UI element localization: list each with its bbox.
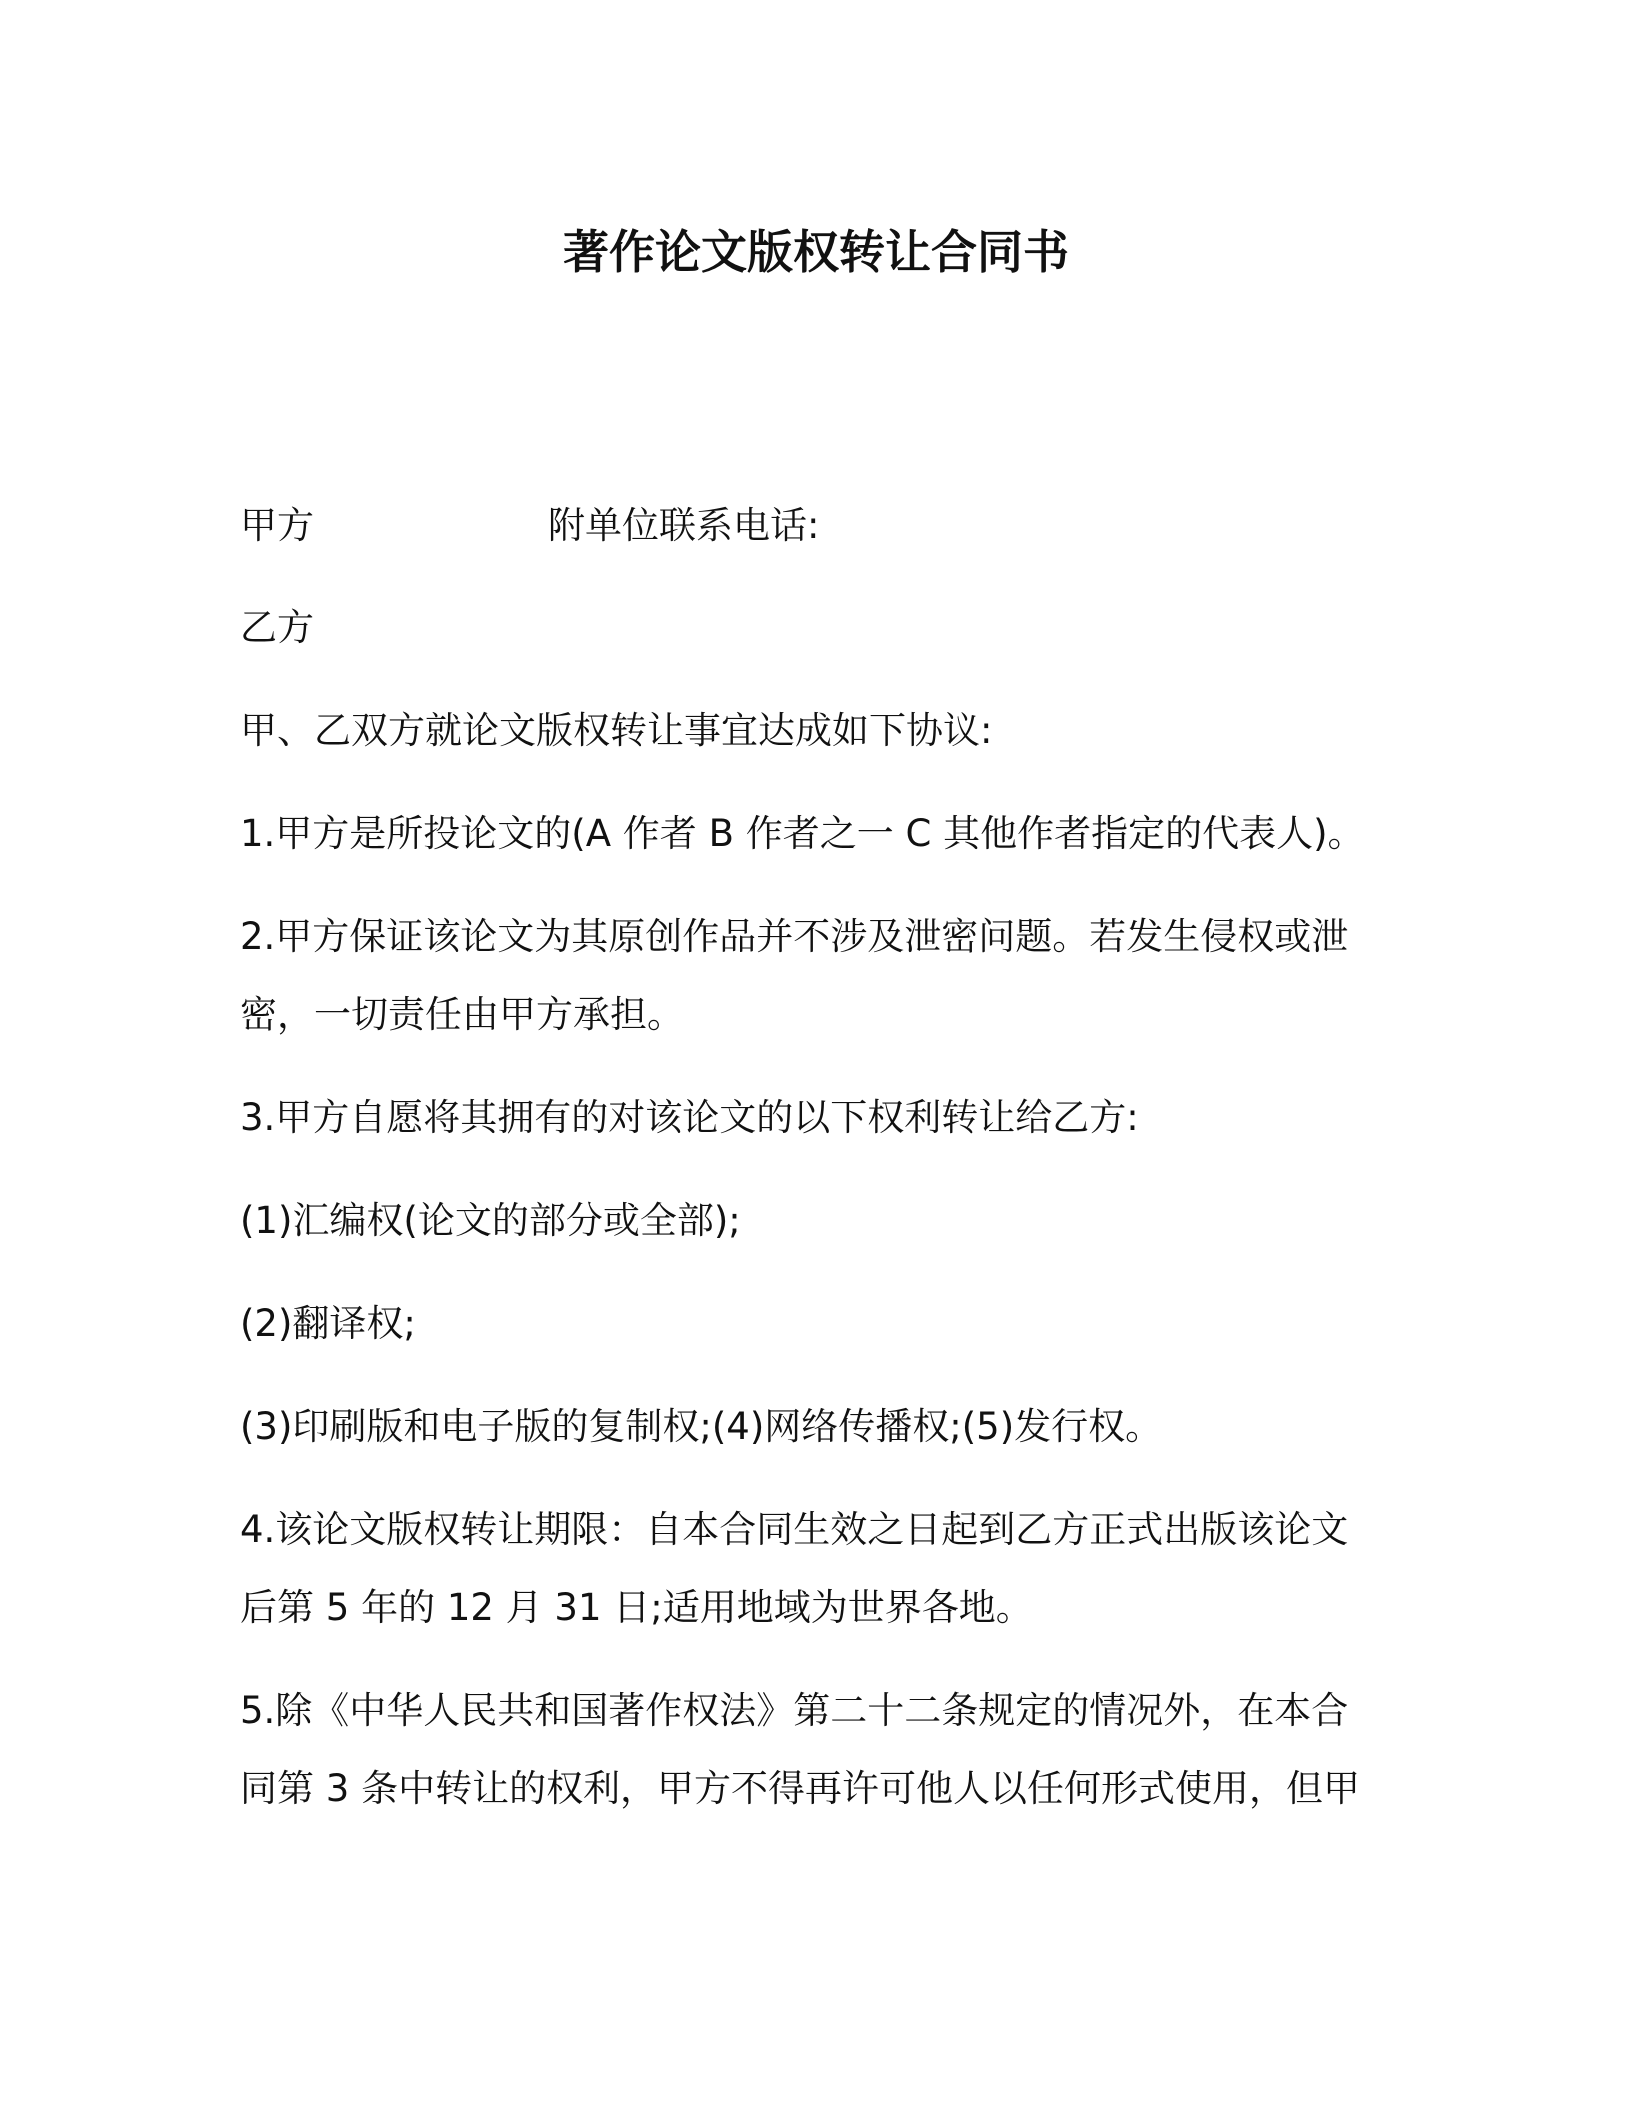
party-a-phone-label: 附单位联系电话: <box>548 504 820 547</box>
clause-3-items-3-5: (3)印刷版和电子版的复制权;(4)网络传播权;(5)发行权。 <box>240 1405 1163 1448</box>
clause-2-line-2: 密，一切责任由甲方承担。 <box>240 993 684 1036</box>
agreement-intro: 甲、乙双方就论文版权转让事宜达成如下协议: <box>240 709 993 752</box>
party-a-label: 甲方 <box>240 504 314 547</box>
clause-3: 3.甲方自愿将其拥有的对该论文的以下权利转让给乙方: <box>240 1096 1139 1139</box>
document-title: 著作论文版权转让合同书 <box>563 225 1069 279</box>
clause-3-item-2: (2)翻译权; <box>240 1302 416 1345</box>
clause-2-line-1: 2.甲方保证该论文为其原创作品并不涉及泄密问题。若发生侵权或泄 <box>240 915 1349 958</box>
party-b-label: 乙方 <box>240 606 314 649</box>
clause-1: 1.甲方是所投论文的(A 作者 B 作者之一 C 其他作者指定的代表人)。 <box>240 812 1365 855</box>
clause-4-line-2: 后第 5 年的 12 月 31 日;适用地域为世界各地。 <box>240 1586 1033 1629</box>
clause-3-item-1: (1)汇编权(论文的部分或全部); <box>240 1199 741 1242</box>
clause-4-line-1: 4.该论文版权转让期限：自本合同生效之日起到乙方正式出版该论文 <box>240 1508 1349 1551</box>
clause-5-line-2: 同第 3 条中转让的权利，甲方不得再许可他人以任何形式使用，但甲 <box>240 1767 1361 1810</box>
clause-5-line-1: 5.除《中华人民共和国著作权法》第二十二条规定的情况外，在本合 <box>240 1689 1349 1732</box>
